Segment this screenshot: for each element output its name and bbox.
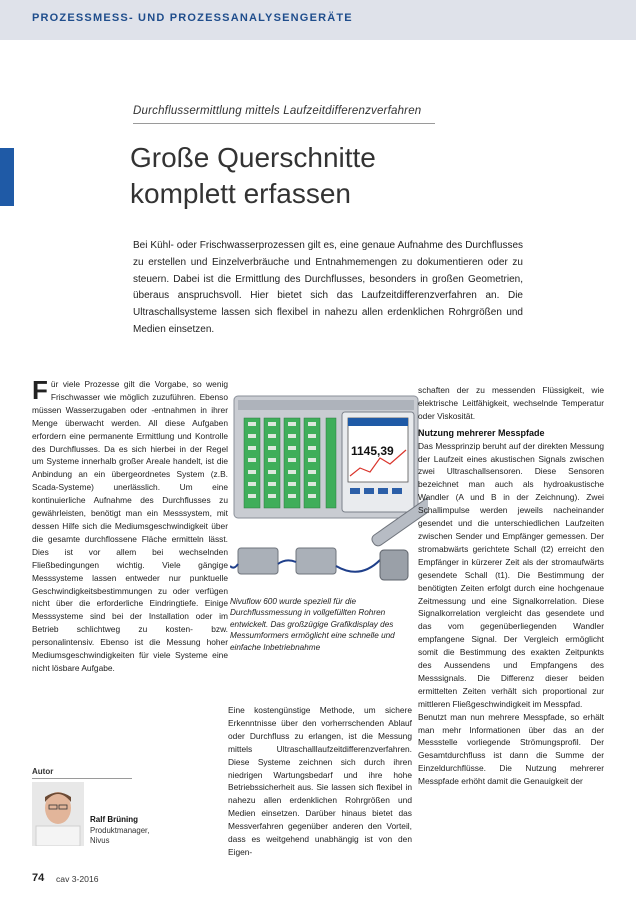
author-role-line2: Nivus [90,836,110,845]
section-subhead: Nutzung mehrerer Messpfade [418,427,545,438]
kicker-rule [133,123,435,124]
product-photo [230,388,428,588]
dropcap: F [32,375,48,405]
page-number: 74 [32,872,45,884]
body-paragraph: ür viele Prozesse gilt die Vorgabe, so wenig Frischwasser wie möglich zuzuführen. Ebenso müssen Wasserzugaben oder -entnahmen in ihrer Menge überwacht werden. All diese Aufgaben erfordern eine permanente Ermittlung und Kontrolle des Durchflusses. Da es sich hierbei in der Regel um Systeme innerhalb großer Areale handelt, ist die Anbindung an ein übergeordnetes System (z.B. Scada-Systeme) unerlässlich. Um eine kontinuierliche Aufnahme des Durchflusses zu gewährleisten, benötigt man ein Messsystem, mit dessen Hilfe sich die Mediumsgeschwindigkeit über die gesamte durchflossene Fläche ermitteln lässt. Dies ist vor allem bei wechselnden Fließbedingungen wichtig. Viele gängige Messsysteme lassen entweder nur punktuelle Geschwindigkeitsbestimmungen zu oder verfügen nicht über die erforderliche Eindringtiefe. Einige Messsysteme sind bei der Installation oder im Betrieb schlichtweg zu kosten- bzw. personalintensiv. Ebenso ist die Messung hoher Mediumsgeschwindigkeiten für viele Systeme eine nicht lösbare Aufgabe. [32,379,228,673]
article-title-line1: Große Querschnitte [130,142,376,173]
author-label: Autor [32,767,54,776]
intro-paragraph: Bei Kühl- oder Frischwasserprozessen gilt es, eine genaue Aufnahme des Durchflusses zu erstellen und Einzelverbräuche und Entnahmemengen zu dokumentieren oder zu steuern. Dabei ist die Ermittlung des Durchflusses, besonders in großen Geometrien, überaus anspruchsvoll. Hier bietet sich das Laufzeitdifferenzverfahren an. Die Ultraschallsysteme lassen sich flexibel in nahezu allen erdenklichen Rohrgrößen und Medien einsetzen. [133,240,523,335]
author-rule [32,778,132,779]
article-title [130,140,550,212]
body-column-3 [418,384,604,788]
figure-caption: Nivuflow 600 wurde speziell für die Durchflussmessung in vollgefüllten Rohren entwickelt. Das großzügige Grafikdisplay des Messumformers ermöglicht eine schnelle und einfache Inbetriebnahme [230,597,395,652]
body-paragraph: schaften der zu messenden Flüssigkeit, wie elektrische Leitfähigkeit, wechselnde Temperatur oder Viskosität. [418,385,604,421]
section-label: PROZESSMESS- UND PROZESSANALYSENGERÄTE [32,12,353,24]
body-column-1 [32,375,228,675]
body-paragraph: Das Messprinzip beruht auf der direkten Messung der Laufzeit eines akustischen Signals zwischen zwei Ultraschallsensoren. Diese Sensoren bezeichnet man auch als hydroakustische Wandler (A und B in der Zeichnung). Zwei Schallimpulse werden jeweils nacheinander gesendet und die unterschiedlichen Laufzeiten zwischen Sender und Empfänger gemessen. Der stromabwärts gerichtete Schall (t2) erreicht den Empfänger in kürzerer Zeit als der stromaufwärts gesendete Schall (t1). Die Bestimmung der benötigten Zeiten erfolgt durch eine hochgenaue Zeitmessung und eine Signalkorrelation. Diese Signalkorrelation vergleicht das gesendete und das vom gegenüberliegenden Wandler empfangene Signal. Der Vergleich ermöglicht somit die Bestimmung des exakten Zeitpunkts des Aussendens und Empfangens des Messsignals. Die Differenz dieser beiden ermittelten Zeiten verhält sich proportional zur mittleren Fließgeschwindigkeit im Messpfad. [418,440,604,709]
author-role-line1: Produktmanager, [90,826,150,835]
accent-tab [0,148,14,206]
display-readout: 1145,39 [351,444,394,458]
issue-label: cav 3-2016 [56,874,99,884]
body-paragraph: Eine kostengünstige Methode, um sichere Erkenntnisse über den vorherrschenden Ablauf oder Durchfluss zu erlangen, ist die Messung mittels Ultraschalllaufzeitdifferenzverfahren. Diese Systeme zeichnen sich durch ihren niedrigen Wartungsbedarf und ihre hohe Betriebssicherheit aus. Sie lassen sich flexibel in nahezu allen erdenklichen Rohrgrößen und Medien einsetzen. Darüber hinaus bietet das Messverfahren gegenüber anderen den Vorteil, dass es weitgehend unabhängig ist von den Eigen- [228,705,412,857]
author-avatar [32,782,84,846]
article-kicker: Durchflussermittlung mittels Laufzeitdifferenzverfahren [133,105,422,117]
author-role [90,826,160,846]
product-illustration [230,388,428,588]
body-column-2 [228,704,412,859]
body-paragraph: Benutzt man nun mehrere Messpfade, so erhält man mehr Informationen über das an der Messstelle vorliegende Strömungsprofil. Der Gesamtdurchfluss ist dann die Summe der Einzeldurchflüsse. Die Nutzung mehrerer Messpfade erhöht damit die Genauigkeit der [418,711,604,787]
author-name: Ralf Brüning [90,815,138,824]
author-photo-illustration [32,782,84,846]
article-intro [133,238,523,339]
article-title-line2: komplett erfassen [130,178,351,209]
